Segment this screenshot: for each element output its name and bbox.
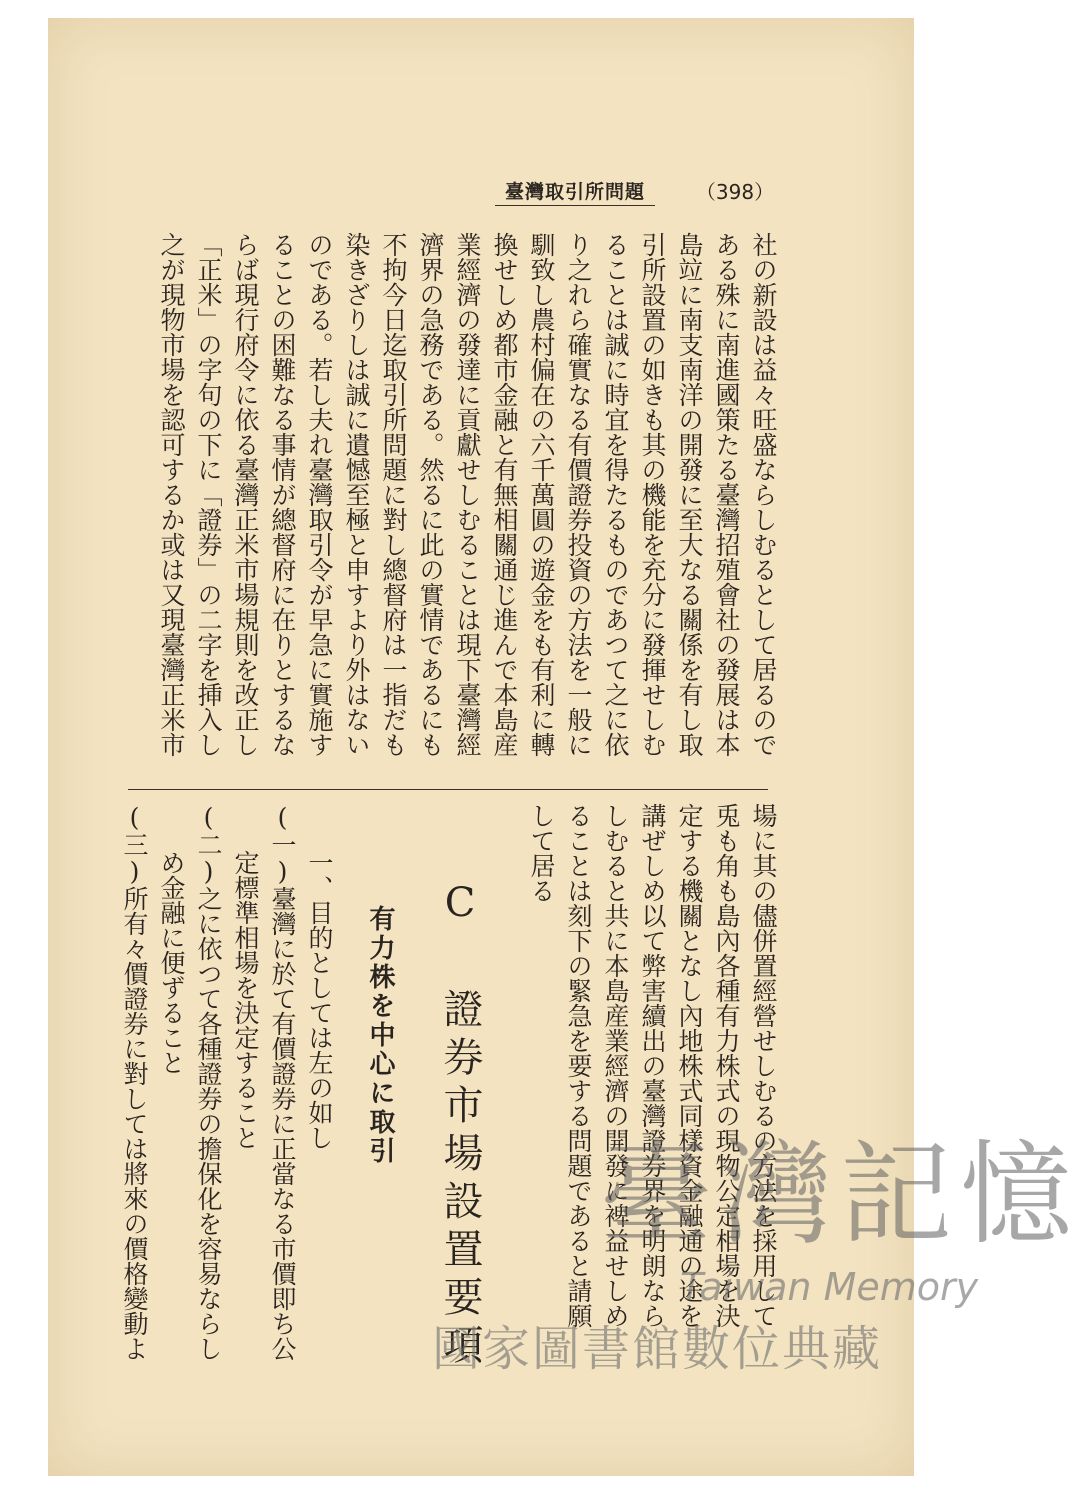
- sub-heading: 有力株を中心に取引: [365, 905, 395, 1166]
- upper-column: 島竝に南支南洋の開發に至大なる關係を有し取: [675, 232, 704, 757]
- upper-column: らば現行府令に依る臺灣正米市場規則を改正し: [231, 232, 260, 757]
- upper-column: 馴致し農村偏在の六千萬圓の遊金をも有利に轉: [527, 232, 556, 757]
- lower-column: 兎も角も島內各種有力株式の現物公定相場を決: [712, 803, 741, 1328]
- list-item: (二)之に依つて各種證券の擔保化を容易ならし: [194, 803, 223, 1361]
- watermark-chinese: 國家圖書館數位典藏: [432, 1321, 883, 1377]
- list-item: (一)臺灣に於て有價證券に正當なる市價即ち公: [268, 803, 297, 1361]
- lower-column: ることは刻下の緊急を要する問題であると請願: [564, 803, 593, 1328]
- upper-column: 之が現物市場を認可するか或は又現臺灣正米市: [157, 232, 186, 757]
- upper-column: ることは誠に時宜を得たるものであつて之に依: [601, 232, 630, 757]
- lower-column: 定する機關となし內地株式同樣資金融通の途を: [675, 803, 704, 1328]
- running-title: 臺灣取引所問題: [495, 175, 655, 206]
- upper-column: 社の新設は益々旺盛ならしむるとして居るので: [749, 232, 778, 757]
- list-item: (三)所有々價證券に對しては將來の價格變動よ: [120, 803, 149, 1361]
- upper-column: 「正米」の字句の下に「證券」の二字を挿入し: [194, 232, 223, 757]
- list-item: 定標準相場を決定すること: [231, 850, 260, 1150]
- upper-column: 染きざりしは誠に遺憾至極と申すより外はない: [342, 232, 371, 757]
- page-number: （398）: [695, 179, 775, 204]
- upper-column: ある殊に南進國策たる臺灣招殖會社の發展は本: [712, 232, 741, 757]
- upper-column: 換せしめ都市金融と有無相關通じ進んで本島産: [490, 232, 519, 757]
- lower-column: して居る: [527, 803, 556, 903]
- upper-column: 引所設置の如きも其の機能を充分に發揮せしむ: [638, 232, 667, 757]
- upper-column: 業經濟の發達に貢獻せしむることは現下臺灣經: [453, 232, 482, 757]
- watermark-script: 臺灣記憶: [600, 1130, 1080, 1260]
- lower-column: 場に其の儘併置經營せしむるの方法を採用して: [749, 803, 778, 1328]
- lower-column: 講ぜしめ以て弊害續出の臺灣證券界を明朗なら: [638, 803, 667, 1328]
- watermark-english: Taiwan Memory: [680, 1265, 979, 1309]
- upper-column: 濟界の急務である。然るに此の實情であるにも: [416, 232, 445, 757]
- list-item: 一、目的としては左の如し: [305, 850, 334, 1150]
- section-heading: C 證券市場設置要項: [437, 880, 483, 1372]
- upper-column: 不拘今日迄取引所問題に對し總督府は一指だも: [379, 232, 408, 757]
- upper-column: のである。若し夫れ臺灣取引令が早急に實施す: [305, 232, 334, 757]
- list-item: め金融に便ずること: [157, 850, 186, 1075]
- upper-column: ることの困難なる事情が總督府に在りとするな: [268, 232, 297, 757]
- lower-column: しむると共に本島産業經濟の開發に裨益せしめ: [601, 803, 630, 1328]
- upper-column: り之れら確實なる有價證券投資の方法を一般に: [564, 232, 593, 757]
- section-divider: [128, 789, 768, 790]
